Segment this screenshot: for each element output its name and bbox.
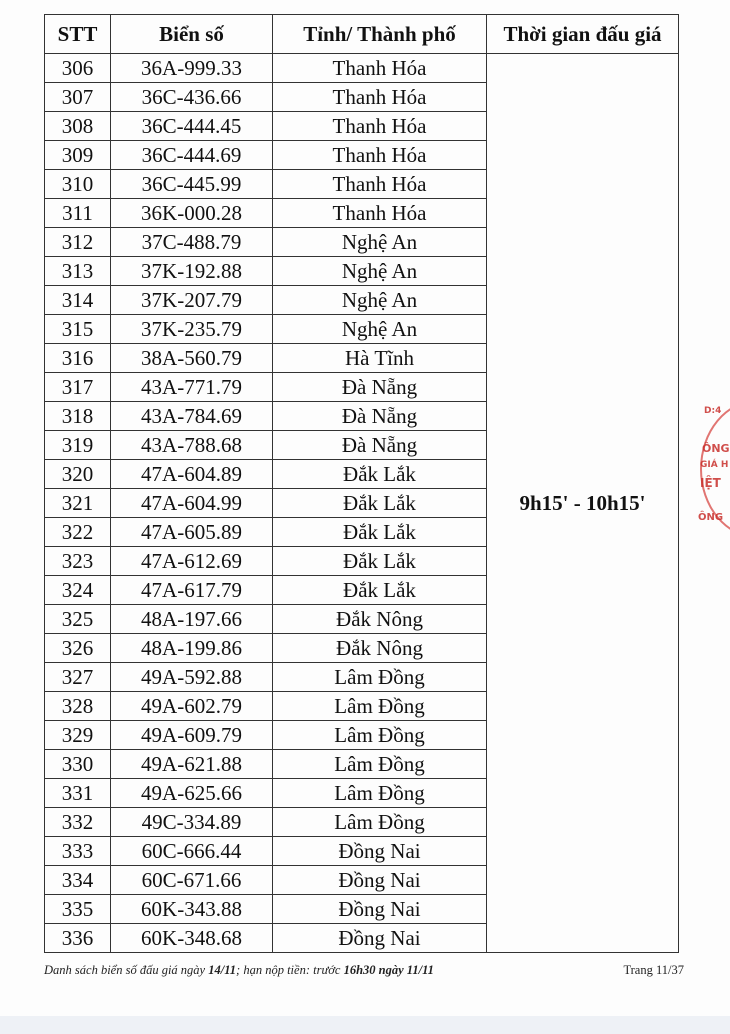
cell-stt: 336	[45, 924, 111, 953]
table-header-row	[45, 15, 679, 54]
cell-province: Đồng Nai	[273, 895, 487, 924]
cell-stt: 326	[45, 634, 111, 663]
cell-province: Thanh Hóa	[273, 112, 487, 141]
footer-deadline: 16h30 ngày 11/11	[343, 963, 434, 977]
cell-province: Đắk Nông	[273, 605, 487, 634]
cell-stt: 318	[45, 402, 111, 431]
cell-plate: 47A-604.99	[111, 489, 273, 518]
cell-stt: 333	[45, 837, 111, 866]
stamp-text-2: ÔNG	[702, 442, 730, 455]
cell-plate: 49A-592.88	[111, 663, 273, 692]
cell-stt: 324	[45, 576, 111, 605]
cell-plate: 47A-605.89	[111, 518, 273, 547]
footer-auction-date: 14/11	[208, 963, 237, 977]
cell-province: Thanh Hóa	[273, 199, 487, 228]
cell-province: Đồng Nai	[273, 866, 487, 895]
cell-stt: 332	[45, 808, 111, 837]
cell-stt: 314	[45, 286, 111, 315]
cell-province: Lâm Đồng	[273, 750, 487, 779]
cell-stt: 308	[45, 112, 111, 141]
cell-plate: 60C-666.44	[111, 837, 273, 866]
stamp-text-3: GIÁ H	[700, 460, 729, 470]
cell-plate: 37K-192.88	[111, 257, 273, 286]
cell-province: Đồng Nai	[273, 924, 487, 953]
cell-plate: 60C-671.66	[111, 866, 273, 895]
cell-stt: 323	[45, 547, 111, 576]
cell-province: Lâm Đồng	[273, 663, 487, 692]
cell-stt: 315	[45, 315, 111, 344]
footer-prefix: Danh sách biển số đấu giá ngày	[44, 963, 209, 977]
cell-plate: 37K-235.79	[111, 315, 273, 344]
cell-province: Đắk Nông	[273, 634, 487, 663]
cell-stt: 319	[45, 431, 111, 460]
license-plate-auction-table	[44, 14, 679, 953]
cell-province: Đà Nẵng	[273, 431, 487, 460]
cell-stt: 321	[45, 489, 111, 518]
cell-plate: 37K-207.79	[111, 286, 273, 315]
header-province: Tỉnh/ Thành phố	[273, 15, 487, 54]
cell-stt: 329	[45, 721, 111, 750]
cell-stt: 306	[45, 54, 111, 83]
cell-plate: 36A-999.33	[111, 54, 273, 83]
cell-stt: 316	[45, 344, 111, 373]
cell-plate: 49A-609.79	[111, 721, 273, 750]
cell-stt: 334	[45, 866, 111, 895]
header-stt: STT	[45, 15, 111, 54]
cell-province: Đồng Nai	[273, 837, 487, 866]
cell-province: Thanh Hóa	[273, 83, 487, 112]
cell-stt: 309	[45, 141, 111, 170]
cell-plate: 48A-197.66	[111, 605, 273, 634]
cell-plate: 49A-621.88	[111, 750, 273, 779]
cell-plate: 43A-788.68	[111, 431, 273, 460]
cell-province: Lâm Đồng	[273, 808, 487, 837]
cell-plate: 60K-348.68	[111, 924, 273, 953]
cell-plate: 36C-436.66	[111, 83, 273, 112]
footer-middle: ; hạn nộp tiền: trước	[236, 963, 344, 977]
cell-province: Đắk Lắk	[273, 460, 487, 489]
cell-plate: 48A-199.86	[111, 634, 273, 663]
cell-stt: 331	[45, 779, 111, 808]
cell-plate: 36C-444.45	[111, 112, 273, 141]
cell-province: Thanh Hóa	[273, 141, 487, 170]
cell-stt: 307	[45, 83, 111, 112]
stamp-text-5: ÔNG	[698, 512, 724, 523]
cell-province: Hà Tĩnh	[273, 344, 487, 373]
header-plate: Biển số	[111, 15, 273, 54]
cell-plate: 49C-334.89	[111, 808, 273, 837]
cell-province: Đắk Lắk	[273, 518, 487, 547]
cell-stt: 310	[45, 170, 111, 199]
cell-stt: 327	[45, 663, 111, 692]
table-body	[45, 54, 679, 953]
cell-plate: 43A-771.79	[111, 373, 273, 402]
cell-province: Lâm Đồng	[273, 721, 487, 750]
header-time: Thời gian đấu giá	[487, 15, 679, 54]
cell-province: Nghệ An	[273, 228, 487, 257]
cell-plate: 47A-604.89	[111, 460, 273, 489]
footer-note	[44, 963, 684, 978]
cell-province: Đắk Lắk	[273, 576, 487, 605]
cell-province: Đà Nẵng	[273, 373, 487, 402]
page-number: Trang 11/37	[623, 963, 684, 977]
cell-stt: 328	[45, 692, 111, 721]
cell-plate: 49A-625.66	[111, 779, 273, 808]
cell-province: Lâm Đồng	[273, 692, 487, 721]
cell-plate: 36C-444.69	[111, 141, 273, 170]
cell-province: Lâm Đồng	[273, 779, 487, 808]
cell-province: Nghệ An	[273, 257, 487, 286]
cell-stt: 313	[45, 257, 111, 286]
cell-plate: 37C-488.79	[111, 228, 273, 257]
page-bottom-edge	[0, 1016, 730, 1034]
stamp-text-1: D:4	[704, 406, 722, 416]
cell-province: Đà Nẵng	[273, 402, 487, 431]
cell-stt: 322	[45, 518, 111, 547]
cell-stt: 330	[45, 750, 111, 779]
cell-stt: 325	[45, 605, 111, 634]
red-seal-stamp	[694, 398, 730, 538]
cell-plate: 60K-343.88	[111, 895, 273, 924]
cell-stt: 312	[45, 228, 111, 257]
cell-province: Đắk Lắk	[273, 489, 487, 518]
cell-plate: 38A-560.79	[111, 344, 273, 373]
cell-province: Nghệ An	[273, 315, 487, 344]
cell-auction-time: 9h15' - 10h15'	[487, 54, 679, 953]
cell-stt: 317	[45, 373, 111, 402]
cell-stt: 311	[45, 199, 111, 228]
cell-stt: 320	[45, 460, 111, 489]
table-row	[45, 54, 679, 83]
cell-plate: 47A-617.79	[111, 576, 273, 605]
cell-province: Đắk Lắk	[273, 547, 487, 576]
cell-plate: 36C-445.99	[111, 170, 273, 199]
cell-province: Nghệ An	[273, 286, 487, 315]
cell-plate: 43A-784.69	[111, 402, 273, 431]
cell-plate: 49A-602.79	[111, 692, 273, 721]
cell-plate: 36K-000.28	[111, 199, 273, 228]
cell-province: Thanh Hóa	[273, 54, 487, 83]
stamp-text-4: IỆT	[700, 476, 721, 490]
cell-province: Thanh Hóa	[273, 170, 487, 199]
cell-plate: 47A-612.69	[111, 547, 273, 576]
cell-stt: 335	[45, 895, 111, 924]
